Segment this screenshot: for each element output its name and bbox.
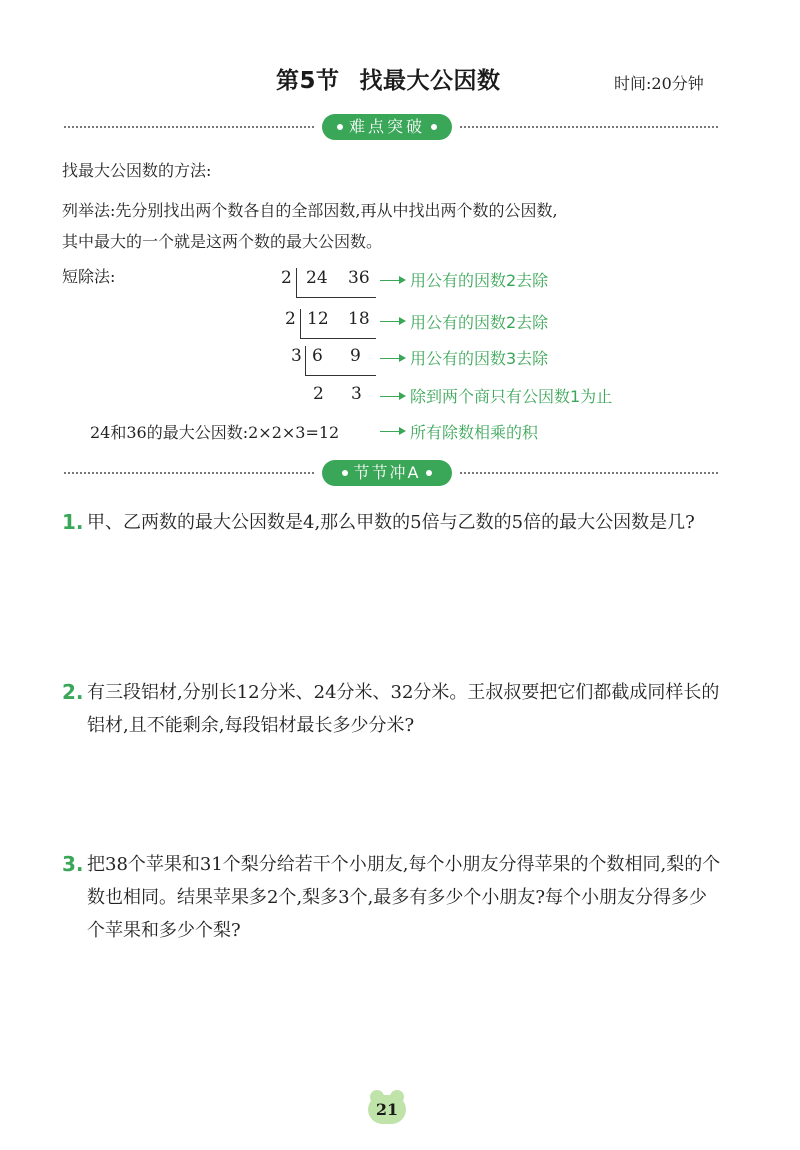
dotted-rule-left bbox=[64, 472, 314, 474]
arrow-icon bbox=[380, 358, 404, 359]
method-title: 找最大公因数的方法: bbox=[62, 161, 212, 180]
bullet-icon bbox=[431, 124, 437, 130]
question-3 bbox=[62, 848, 722, 947]
listing-method-line1: 列举法:先分别找出两个数各自的全部因数,再从中找出两个数的公因数, bbox=[62, 201, 558, 220]
dotted-rule-left bbox=[64, 126, 314, 128]
dividend-b: 18 bbox=[348, 309, 370, 329]
division-note: 除到两个商只有公因数1为止 bbox=[410, 387, 613, 406]
division-rule bbox=[296, 297, 376, 298]
section-title: 找最大公因数 bbox=[359, 68, 501, 94]
question-number: 3. bbox=[62, 852, 84, 876]
division-note: 用公有的因数2去除 bbox=[410, 313, 549, 332]
section-number: 第5节 bbox=[276, 68, 340, 94]
divisor: 3 bbox=[291, 346, 302, 366]
dividend-a: 12 bbox=[307, 309, 329, 329]
bullet-icon bbox=[337, 124, 343, 130]
bullet-icon bbox=[342, 470, 348, 476]
division-rule bbox=[305, 375, 376, 376]
division-bracket bbox=[305, 346, 306, 376]
dotted-rule-right bbox=[460, 126, 718, 128]
arrow-icon bbox=[380, 280, 404, 281]
division-bracket bbox=[296, 268, 297, 298]
arrow-icon bbox=[380, 431, 404, 432]
page-number-badge bbox=[368, 1090, 406, 1124]
division-note: 用公有的因数2去除 bbox=[410, 271, 549, 290]
question-number: 2. bbox=[62, 680, 84, 704]
dividend-b: 9 bbox=[350, 346, 361, 366]
arrow-icon bbox=[380, 396, 404, 397]
question-text: 甲、乙两数的最大公因数是4,那么甲数的5倍与乙数的5倍的最大公因数是几? bbox=[87, 512, 695, 533]
dividend-a: 6 bbox=[312, 346, 323, 366]
divisor: 2 bbox=[285, 309, 296, 329]
question-text: 有三段铝材,分别长12分米、24分米、32分米。王叔叔要把它们都截成同样长的铝材,且不能剩余,每段铝材最长多少分米? bbox=[87, 682, 720, 736]
page-title bbox=[276, 62, 501, 95]
dividend-b: 36 bbox=[348, 268, 370, 288]
question-number: 1. bbox=[62, 510, 84, 534]
difficulty-label: 难点突破 bbox=[348, 117, 425, 136]
dotted-rule-right bbox=[460, 472, 718, 474]
division-note: 用公有的因数3去除 bbox=[410, 349, 549, 368]
bullet-icon bbox=[426, 470, 432, 476]
result-note: 所有除数相乘的积 bbox=[410, 423, 539, 442]
difficulty-divider bbox=[64, 114, 718, 140]
question-1 bbox=[62, 506, 722, 539]
difficulty-badge bbox=[322, 114, 452, 140]
question-text: 把38个苹果和31个梨分给若干个小朋友,每个小朋友分得苹果的个数相同,梨的个数也相同。结果苹果多2个,梨多3个,最多有多少个小朋友?每个小朋友分得多少个苹果和多少个梨? bbox=[87, 854, 721, 941]
division-bracket bbox=[300, 309, 301, 339]
short-division-label: 短除法: bbox=[62, 267, 116, 286]
quotient-b: 3 bbox=[351, 384, 362, 404]
page-number: 21 bbox=[368, 1095, 406, 1124]
time-limit: 时间:20分钟 bbox=[614, 74, 704, 93]
gcd-result: 24和36的最大公因数:2×2×3=12 bbox=[90, 423, 340, 442]
listing-method-line2: 其中最大的一个就是这两个数的最大公因数。 bbox=[62, 232, 383, 251]
arrow-icon bbox=[380, 321, 404, 322]
dividend-a: 24 bbox=[306, 268, 328, 288]
practice-badge bbox=[322, 460, 452, 486]
quotient-a: 2 bbox=[313, 384, 324, 404]
divisor: 2 bbox=[281, 268, 292, 288]
practice-label: 节节冲A bbox=[353, 463, 421, 482]
division-rule bbox=[300, 338, 376, 339]
question-2 bbox=[62, 676, 722, 742]
practice-divider bbox=[64, 460, 718, 486]
